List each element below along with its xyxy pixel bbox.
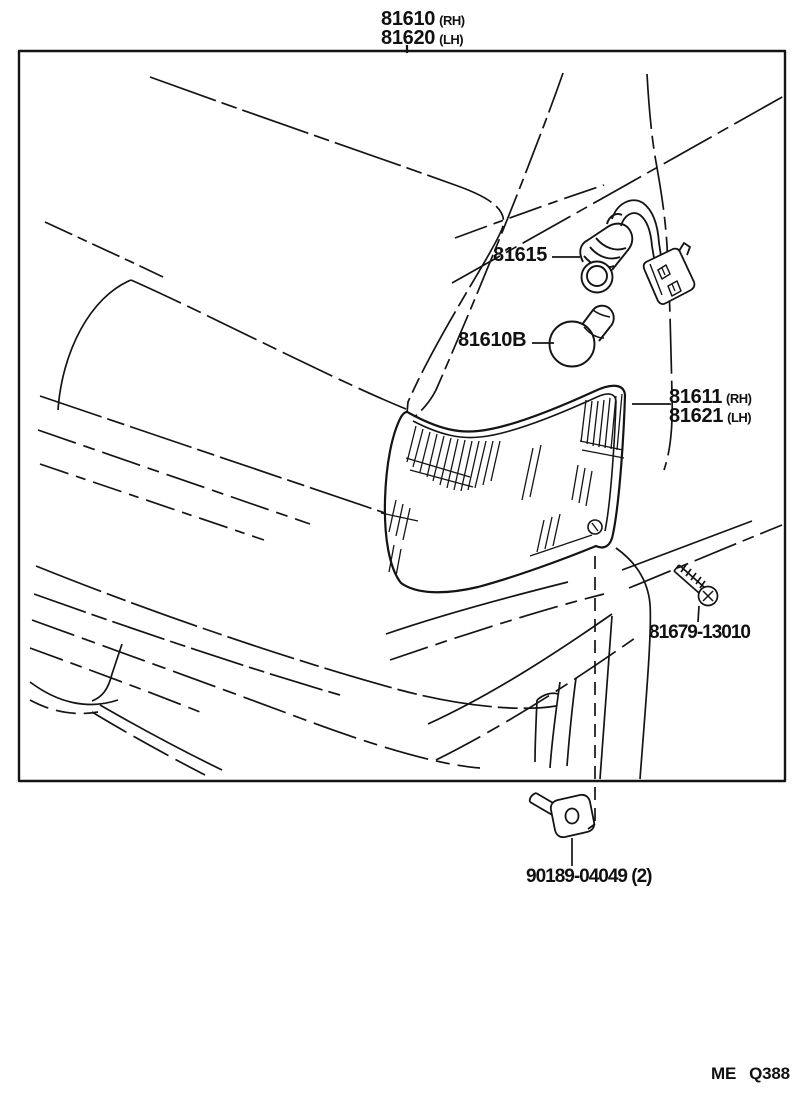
part-number: 81615: [493, 244, 548, 266]
leader-81679: [698, 606, 699, 622]
page-code: [711, 1064, 790, 1084]
bulb-glass: [550, 322, 595, 367]
part-number: 81610B: [458, 329, 527, 351]
connector-body: [644, 249, 695, 304]
part-number: 81621: [669, 405, 724, 427]
grommet-number-label: [526, 868, 652, 885]
assembly-number-label: [381, 8, 465, 49]
side-suffix: (LH): [727, 410, 752, 425]
grommet-drawing: [530, 793, 594, 837]
lens-number-lh: [669, 405, 752, 427]
screw-number-label: [649, 624, 750, 641]
bulb-number-label: [458, 329, 527, 351]
part-number: 81611: [669, 386, 723, 408]
page-code-left: ME: [711, 1064, 737, 1083]
part-number: 90189-04049 (2): [526, 866, 652, 887]
socket-number-label: [493, 244, 548, 266]
corner-lens-drawing: [381, 386, 625, 592]
grommet-flange: [551, 795, 594, 837]
side-suffix: (LH): [439, 32, 464, 47]
bulb-drawing: [550, 306, 614, 367]
side-suffix: (RH): [439, 13, 465, 28]
part-number: 81610: [381, 8, 436, 30]
assembly-number-lh: [381, 27, 465, 49]
part-number: 81679-13010: [649, 622, 750, 643]
lens-number-label: [669, 386, 752, 427]
side-suffix: (RH): [726, 391, 752, 406]
page-code-right: Q388: [749, 1064, 790, 1083]
bulb-socket-drawing: [580, 214, 632, 292]
part-number: 81620: [381, 27, 436, 49]
screw-drawing: [674, 565, 718, 606]
